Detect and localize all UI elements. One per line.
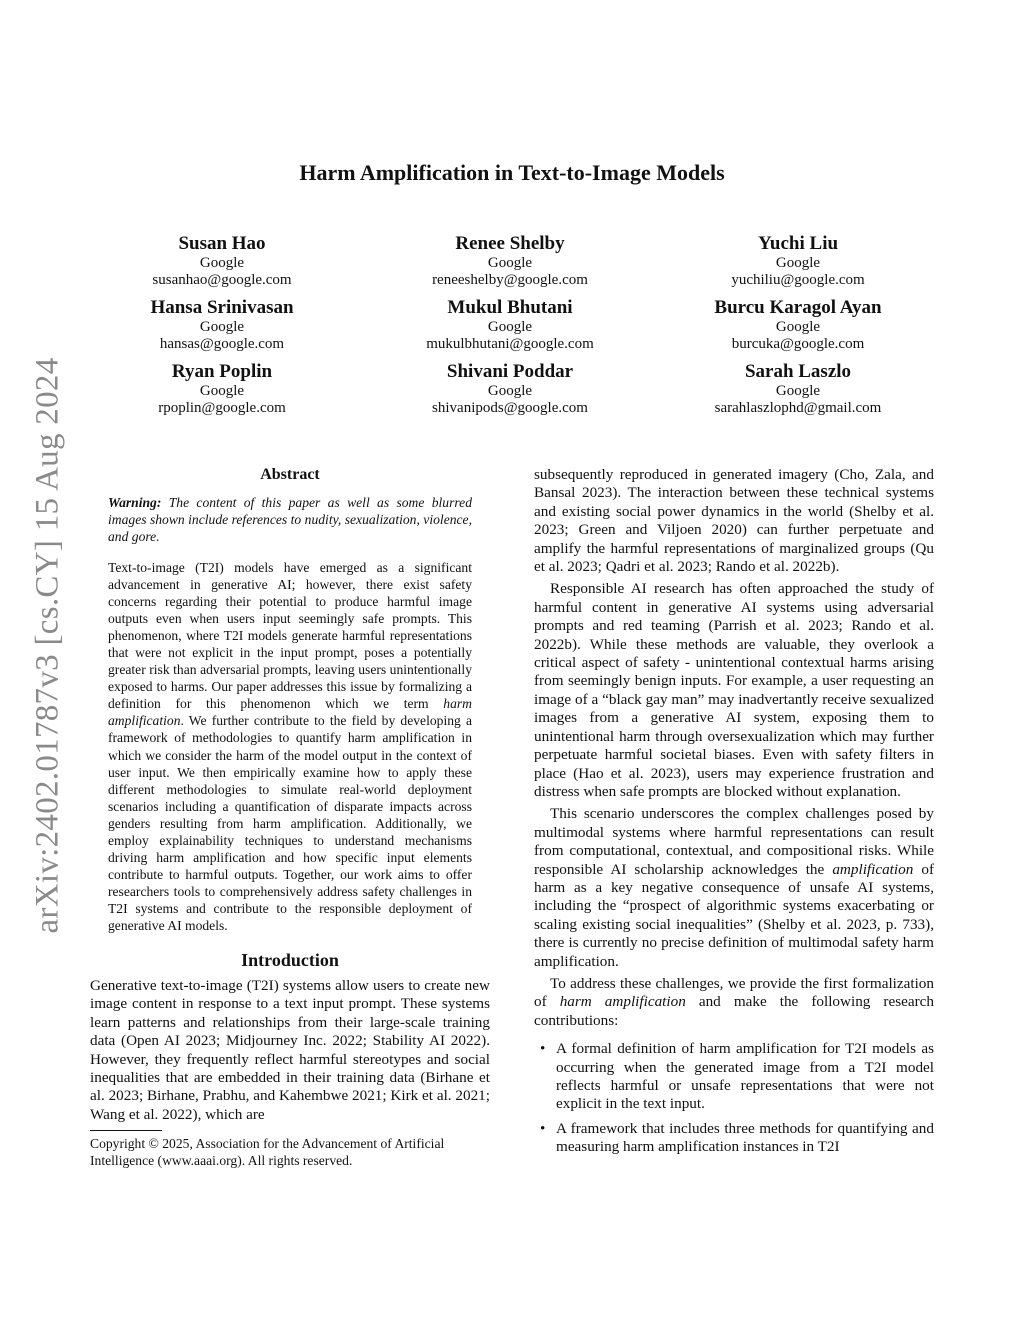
warning-label: Warning: xyxy=(108,495,162,510)
author-list xyxy=(78,233,942,417)
author-email: sarahlaszlophd@gmail.com xyxy=(714,400,882,416)
author-name: Hansa Srinivasan xyxy=(150,297,294,318)
author-block xyxy=(78,297,366,353)
author-affiliation: Google xyxy=(487,255,533,271)
abstract-term: harm amplification xyxy=(108,696,472,729)
author-email: hansas@google.com xyxy=(159,336,285,352)
author-email: burcuka@google.com xyxy=(731,336,865,352)
left-column xyxy=(90,466,490,1169)
amplification-term: amplification xyxy=(832,860,914,878)
author-name: Mukul Bhutani xyxy=(447,297,573,318)
intro-paragraph-1: Generative text-to-image (T2I) systems allow users to create new image content in response to a text input prompt. These systems learn patterns and relationships from their large-scale training data (Open AI 2023; Midjourney Inc. 2022; Stability AI 2022). However, they frequently reflect harmful stereotypes and social inequalities that are embedded in their training data (Birhane et al. 2023; Birhane, Prabhu, and Kahembwe 2021; Kirk et al. 2021; Wang et al. 2022), which are xyxy=(90,977,490,1123)
harm-amplification-term: harm amplification xyxy=(559,993,686,1011)
paper-title: Harm Amplification in Text-to-Image Models xyxy=(299,160,725,185)
author-affiliation: Google xyxy=(775,319,821,335)
author-affiliation: Google xyxy=(199,383,245,399)
author-name: Ryan Poplin xyxy=(171,361,273,382)
right-column xyxy=(534,466,934,1163)
author-block xyxy=(78,233,366,289)
author-email: yuchiliu@google.com xyxy=(731,272,865,288)
list-item: • A framework that includes three methods for quantifying and measuring harm amplification instances in T2I xyxy=(540,1119,934,1156)
bullet-icon: • xyxy=(540,1040,546,1058)
author-email: susanhao@google.com xyxy=(152,272,292,288)
author-name: Renee Shelby xyxy=(455,233,565,254)
author-block xyxy=(366,233,654,289)
author-affiliation: Google xyxy=(199,319,245,335)
author-name: Shivani Poddar xyxy=(446,361,574,382)
author-email: shivanipods@google.com xyxy=(432,400,588,416)
author-affiliation: Google xyxy=(487,383,533,399)
author-block xyxy=(78,361,366,417)
intro-paragraph-1-continued: subsequently reproduced in generated imagery (Cho, Zala, and Bansal 2023). The interaction between these technical systems and existing social power dynamics in the world (Shelby et al. 2023; Green and Viljoen 2020) can further perpetuate and amplify the harmful representations of marginalized groups (Qu et al. 2023; Qadri et al. 2023; Rando et al. 2022b). xyxy=(534,466,934,576)
author-name: Burcu Karagol Ayan xyxy=(714,297,882,318)
author-affiliation: Google xyxy=(775,255,821,271)
content-warning xyxy=(108,494,472,545)
bullet-icon: • xyxy=(540,1119,546,1137)
introduction-heading: Introduction xyxy=(241,950,339,971)
intro-paragraph-3: This scenario underscores the complex challenges posed by multimodal systems where harmful representations can result from computational, contextual, and compositional risks. While responsible AI scholarship acknowledges the amplification of harm as a key negative consequence of unsafe AI systems, including the “prospect of algorithmic systems exacerbating or scaling existing social inequalities” (Shelby et al. 2023, p. 733), there is currently no precise definition of multimodal safety harm amplification. xyxy=(534,805,935,970)
author-block xyxy=(366,361,654,417)
author-name: Sarah Laszlo xyxy=(744,361,852,382)
intro-paragraph-4: To address these challenges, we provide the first formalization of harm amplification and make the following research contributions: xyxy=(534,974,935,1029)
author-email: reneeshelby@google.com xyxy=(432,272,588,288)
author-email: mukulbhutani@google.com xyxy=(426,336,594,352)
arxiv-identifier: arXiv:2402.01787v3 [cs.CY] 15 Aug 2024 xyxy=(29,356,66,934)
abstract-heading: Abstract xyxy=(260,466,320,483)
author-affiliation: Google xyxy=(199,255,245,271)
author-block xyxy=(654,297,942,353)
author-email: rpoplin@google.com xyxy=(158,400,286,416)
footnote-divider xyxy=(90,1130,162,1131)
contributions-list xyxy=(534,1040,934,1156)
warning-text: The content of this paper as well as some blurred images shown include references to nudity, sexualization, violence, and gore. xyxy=(108,495,472,544)
author-name: Susan Hao xyxy=(178,233,266,254)
abstract-text: Text-to-image (T2I) models have emerged as a significant advancement in generative AI; however, there exist safety concerns regarding their potential to produce harmful image outputs even when users input seemingly safe prompts. This phenomenon, where T2I models generate harmful representations that were not explicit in the input prompt, poses a potentially greater risk than adversarial prompts, leaving users unintentionally exposed to harms. Our paper addresses this issue by formalizing a definition for this phenomenon which we term harm amplification. We further contribute to the field by developing a framework of methodologies to quantify harm amplification in which we consider the harm of the model output in the context of user input. We then empirically examine how to apply these different methodologies to simulate real-world deployment scenarios including a quantification of disparate impacts across genders resulting from harm amplification. Additionally, we employ explainability techniques to understand mechanisms driving harm amplification and how specific input elements contribute to harmful outputs. Together, our work aims to offer researchers tools to comprehensively address safety challenges in T2I systems and contribute to the responsible deployment of generative AI models. xyxy=(108,560,472,933)
list-item: • A formal definition of harm amplification for T2I models as occurring when the generated image from a T2I model reflects harmful or unsafe representations that were not explicit in the text input. xyxy=(540,1040,934,1113)
author-affiliation: Google xyxy=(775,383,821,399)
author-block xyxy=(654,361,942,417)
author-affiliation: Google xyxy=(487,319,533,335)
intro-paragraph-2: Responsible AI research has often approached the study of harmful content in generative AI systems using adversarial prompts and red teaming (Parrish et al. 2023; Rando et al. 2022b). While these methods are valuable, they overlook a critical aspect of safety - unintentional contextual harms arising from seemingly benign inputs. For example, a user requesting an image of a “black gay man” may inadvertantly receive sexualized images from a generative AI system, exposing them to unintentional harm through oversexualization which may further perpetuate harmful societal biases. Even with safety filters in place (Hao et al. 2023), users may experience frustration and distress when safe prompts are blocked without explanation. xyxy=(534,580,934,800)
author-block xyxy=(654,233,942,289)
author-block xyxy=(366,297,654,353)
author-name: Yuchi Liu xyxy=(757,233,839,254)
copyright-footnote: Copyright © 2025, Association for the Advancement of Artificial Intelligence (www.aaai.org). All rights reserved. xyxy=(90,1136,445,1169)
